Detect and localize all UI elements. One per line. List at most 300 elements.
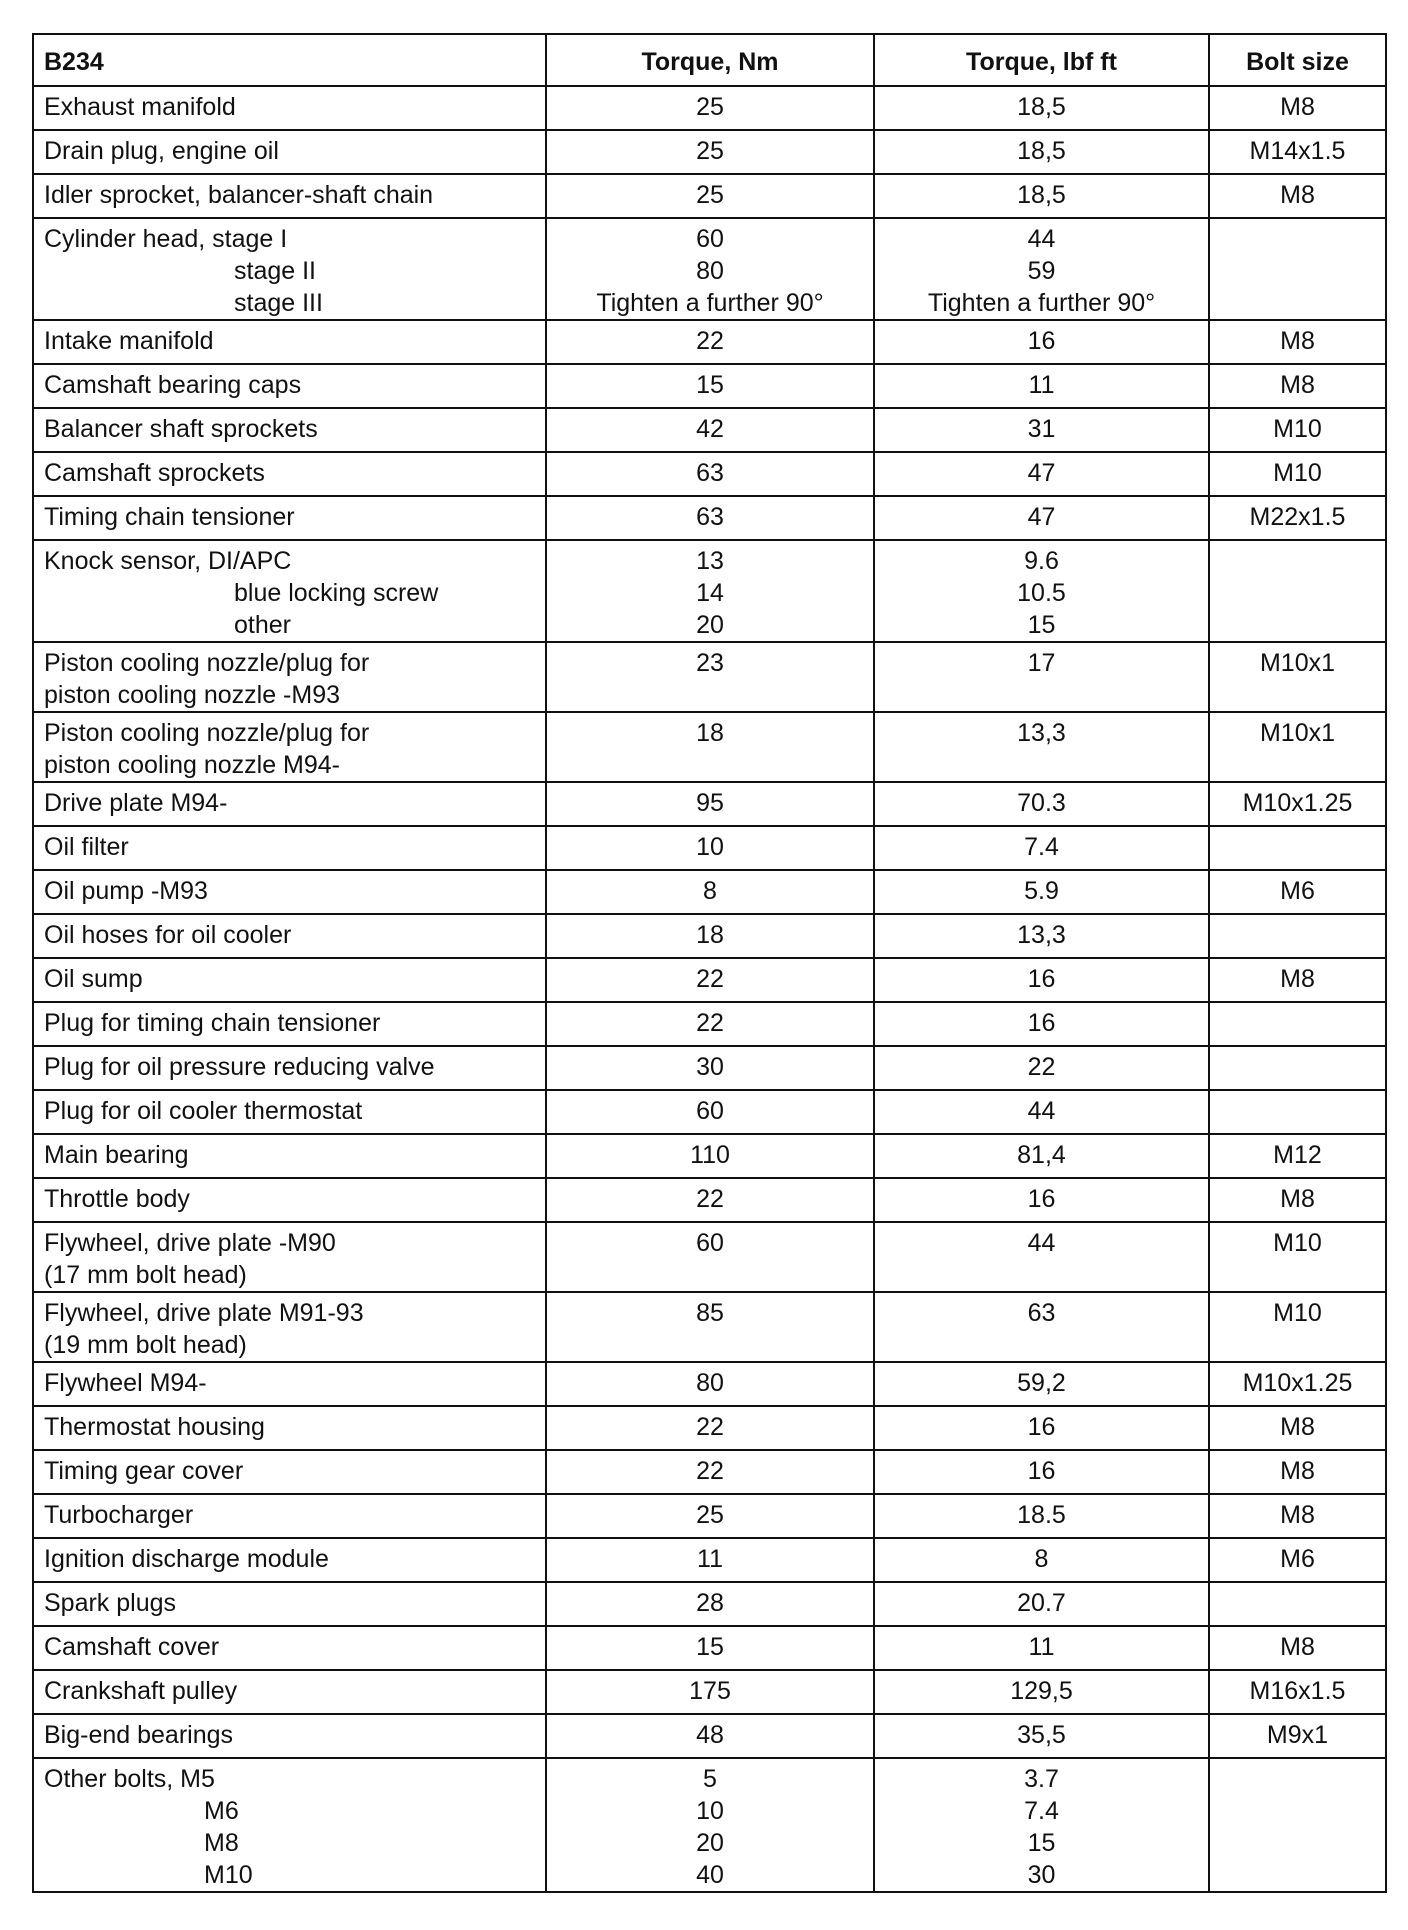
row-item-line: Camshaft cover <box>44 1633 220 1661</box>
row-item-line: Other bolts, M5 <box>44 1765 215 1793</box>
row-item-line: Oil hoses for oil cooler <box>44 921 292 949</box>
row-torque-nm-line: 22 <box>696 1457 724 1485</box>
row-torque-nm-line: 22 <box>696 965 724 993</box>
row-torque-lbf-ft <box>874 958 1209 1002</box>
row-torque-nm <box>546 958 874 1002</box>
row-torque-lbf-ft <box>874 1406 1209 1450</box>
row-bolt-size-line: M9x1 <box>1266 1721 1329 1749</box>
row-torque-nm <box>546 1714 874 1758</box>
row-item-line: stage III <box>234 289 323 317</box>
row-torque-nm-line: 20 <box>696 1829 724 1857</box>
header-engine-code: B234 <box>33 34 546 86</box>
torque-specification-table <box>32 33 1387 1893</box>
row-bolt-size <box>1209 452 1386 496</box>
table-row <box>33 1450 1386 1494</box>
row-bolt-size <box>1209 1222 1386 1292</box>
table-row <box>33 86 1386 130</box>
row-torque-nm-line: 13 <box>696 547 724 575</box>
row-torque-nm <box>546 782 874 826</box>
row-item <box>33 1090 546 1134</box>
row-bolt-size <box>1209 1002 1386 1046</box>
row-torque-lbf-ft-line: 5.9 <box>1024 877 1059 905</box>
row-item-line: Piston cooling nozzle/plug for <box>44 649 370 677</box>
row-torque-lbf-ft <box>874 218 1209 320</box>
row-torque-nm <box>546 174 874 218</box>
row-item-line: Turbocharger <box>44 1501 194 1529</box>
row-item-line: blue locking screw <box>234 579 439 607</box>
row-torque-nm-line: 23 <box>696 649 724 677</box>
row-torque-nm-line: 8 <box>703 877 717 905</box>
row-torque-nm-line: 22 <box>696 1009 724 1037</box>
row-torque-nm-line: 60 <box>696 225 724 253</box>
row-torque-lbf-ft-line: 35,5 <box>1017 1721 1066 1749</box>
row-bolt-size <box>1209 642 1386 712</box>
row-torque-lbf-ft-line: 16 <box>1027 1009 1056 1037</box>
row-torque-nm-line: 22 <box>696 1413 724 1441</box>
row-item-line: Knock sensor, DI/APC <box>44 547 292 575</box>
table-row <box>33 174 1386 218</box>
row-item <box>33 1714 546 1758</box>
row-bolt-size-line: M8 <box>1280 965 1315 993</box>
row-item <box>33 496 546 540</box>
table-row <box>33 1538 1386 1582</box>
row-torque-lbf-ft <box>874 914 1209 958</box>
row-item-line: piston cooling nozzle M94- <box>44 751 340 779</box>
row-item-line: M10 <box>204 1861 253 1889</box>
row-bolt-size <box>1209 1090 1386 1134</box>
row-torque-lbf-ft-line: 3.7 <box>1024 1765 1059 1793</box>
row-torque-lbf-ft <box>874 782 1209 826</box>
row-torque-nm-line: 63 <box>696 503 724 531</box>
row-torque-nm <box>546 1582 874 1626</box>
row-item <box>33 1134 546 1178</box>
row-torque-nm-line: 15 <box>696 1633 724 1661</box>
row-torque-nm <box>546 130 874 174</box>
row-torque-nm-line: 85 <box>696 1299 724 1327</box>
row-torque-nm <box>546 1362 874 1406</box>
row-bolt-size-line: M10x1.25 <box>1242 1369 1353 1397</box>
table-row <box>33 218 1386 320</box>
row-item <box>33 712 546 782</box>
row-item <box>33 364 546 408</box>
row-torque-lbf-ft-line: 30 <box>1027 1861 1056 1889</box>
row-bolt-size <box>1209 1758 1386 1892</box>
row-torque-nm <box>546 1758 874 1892</box>
row-torque-lbf-ft <box>874 1002 1209 1046</box>
row-torque-nm <box>546 1292 874 1362</box>
row-torque-lbf-ft-line: 81,4 <box>1017 1141 1066 1169</box>
row-torque-lbf-ft-line: 16 <box>1027 1413 1056 1441</box>
row-bolt-size-line: M10x1.25 <box>1242 789 1353 817</box>
row-bolt-size <box>1209 320 1386 364</box>
table-row <box>33 1406 1386 1450</box>
row-torque-lbf-ft-line: 18,5 <box>1017 137 1066 165</box>
row-torque-lbf-ft-line: 44 <box>1027 1097 1056 1125</box>
row-bolt-size-line: M22x1.5 <box>1249 503 1346 531</box>
row-item <box>33 782 546 826</box>
table-header-row <box>33 34 1386 86</box>
row-torque-lbf-ft-line: 59,2 <box>1017 1369 1066 1397</box>
row-torque-nm-line: 110 <box>690 1141 730 1169</box>
table-row <box>33 870 1386 914</box>
row-torque-nm-line: 25 <box>696 1501 724 1529</box>
row-bolt-size <box>1209 1538 1386 1582</box>
row-torque-lbf-ft-line: 63 <box>1027 1299 1056 1327</box>
row-item-line: Timing chain tensioner <box>44 503 295 531</box>
row-torque-lbf-ft <box>874 540 1209 642</box>
row-torque-lbf-ft-line: 31 <box>1027 415 1056 443</box>
row-torque-lbf-ft <box>874 712 1209 782</box>
row-torque-lbf-ft <box>874 320 1209 364</box>
row-item-line: Balancer shaft sprockets <box>44 415 318 443</box>
row-item <box>33 1538 546 1582</box>
header-torque-lbf-ft: Torque, lbf ft <box>874 34 1209 86</box>
row-bolt-size-line: M10x1 <box>1259 649 1336 677</box>
row-bolt-size <box>1209 408 1386 452</box>
row-torque-lbf-ft <box>874 1758 1209 1892</box>
row-torque-nm <box>546 914 874 958</box>
row-item-line: other <box>234 611 291 639</box>
table-row <box>33 1626 1386 1670</box>
row-torque-nm-line: 28 <box>696 1589 724 1617</box>
row-torque-nm <box>546 1670 874 1714</box>
row-item <box>33 1758 546 1892</box>
row-torque-nm <box>546 320 874 364</box>
row-torque-nm-line: 80 <box>696 1369 724 1397</box>
row-torque-nm-line: 25 <box>696 137 724 165</box>
row-item <box>33 958 546 1002</box>
row-torque-lbf-ft <box>874 1494 1209 1538</box>
row-torque-lbf-ft-line: 47 <box>1027 459 1056 487</box>
row-torque-lbf-ft-line: 16 <box>1027 965 1056 993</box>
row-item <box>33 218 546 320</box>
row-torque-nm <box>546 1178 874 1222</box>
row-bolt-size <box>1209 1494 1386 1538</box>
row-bolt-size <box>1209 712 1386 782</box>
row-item-line: M6 <box>204 1797 239 1825</box>
row-item <box>33 1178 546 1222</box>
row-item <box>33 1406 546 1450</box>
row-torque-lbf-ft-line: 8 <box>1034 1545 1049 1573</box>
row-item-line: Plug for oil pressure reducing valve <box>44 1053 435 1081</box>
row-torque-nm <box>546 1002 874 1046</box>
row-bolt-size <box>1209 1582 1386 1626</box>
row-torque-lbf-ft-line: 44 <box>1027 225 1056 253</box>
row-item-line: Plug for timing chain tensioner <box>44 1009 381 1037</box>
row-bolt-size-line: M8 <box>1280 1185 1315 1213</box>
row-torque-nm <box>546 1134 874 1178</box>
row-torque-nm-line: 10 <box>696 833 724 861</box>
row-torque-lbf-ft <box>874 86 1209 130</box>
row-item <box>33 130 546 174</box>
row-torque-lbf-ft <box>874 1222 1209 1292</box>
row-torque-nm-line: 60 <box>696 1229 724 1257</box>
row-torque-lbf-ft-line: 47 <box>1027 503 1056 531</box>
row-torque-lbf-ft <box>874 364 1209 408</box>
row-item <box>33 86 546 130</box>
row-torque-lbf-ft <box>874 1538 1209 1582</box>
row-bolt-size <box>1209 1178 1386 1222</box>
row-item <box>33 642 546 712</box>
row-torque-nm <box>546 1626 874 1670</box>
table-row <box>33 1670 1386 1714</box>
row-torque-nm-line: 14 <box>696 579 724 607</box>
table-row <box>33 364 1386 408</box>
row-torque-nm <box>546 870 874 914</box>
row-torque-lbf-ft-line: Tighten a further 90° <box>927 289 1156 317</box>
row-bolt-size-line: M16x1.5 <box>1249 1677 1346 1705</box>
row-item-line: Cylinder head, stage I <box>44 225 288 253</box>
row-bolt-size <box>1209 914 1386 958</box>
row-bolt-size-line: M10 <box>1273 415 1322 443</box>
row-item-line: Camshaft sprockets <box>44 459 265 487</box>
row-item-line: Plug for oil cooler thermostat <box>44 1097 363 1125</box>
row-torque-lbf-ft-line: 15 <box>1027 1829 1056 1857</box>
row-item-line: Crankshaft pulley <box>44 1677 238 1705</box>
row-torque-lbf-ft-line: 129,5 <box>1010 1677 1073 1705</box>
row-item-line: Spark plugs <box>44 1589 177 1617</box>
row-item <box>33 1002 546 1046</box>
row-torque-lbf-ft <box>874 174 1209 218</box>
row-item-line: M8 <box>204 1829 239 1857</box>
row-torque-nm-line: 95 <box>696 789 724 817</box>
table-row <box>33 130 1386 174</box>
row-torque-nm-line: Tighten a further 90° <box>596 289 824 317</box>
table-row <box>33 1494 1386 1538</box>
row-bolt-size <box>1209 1406 1386 1450</box>
row-torque-nm-line: 25 <box>696 93 724 121</box>
row-item <box>33 1450 546 1494</box>
row-torque-lbf-ft <box>874 1292 1209 1362</box>
row-torque-nm-line: 18 <box>696 921 724 949</box>
row-torque-lbf-ft-line: 7.4 <box>1024 833 1059 861</box>
table-row <box>33 712 1386 782</box>
row-item-line: Timing gear cover <box>44 1457 244 1485</box>
row-bolt-size-line: M14x1.5 <box>1249 137 1346 165</box>
table-row <box>33 1134 1386 1178</box>
row-torque-lbf-ft-line: 17 <box>1027 649 1056 677</box>
row-item-line: Drive plate M94- <box>44 789 228 817</box>
row-torque-lbf-ft <box>874 496 1209 540</box>
table-row <box>33 1090 1386 1134</box>
row-bolt-size-line: M12 <box>1273 1141 1322 1169</box>
row-torque-nm <box>546 452 874 496</box>
row-item <box>33 452 546 496</box>
row-torque-nm <box>546 1222 874 1292</box>
row-bolt-size <box>1209 1292 1386 1362</box>
row-bolt-size <box>1209 364 1386 408</box>
row-torque-nm-line: 10 <box>696 1797 724 1825</box>
table-row <box>33 1582 1386 1626</box>
row-torque-lbf-ft-line: 13,3 <box>1017 921 1066 949</box>
row-item-line: Oil sump <box>44 965 143 993</box>
row-bolt-size-line: M8 <box>1280 93 1315 121</box>
row-bolt-size <box>1209 86 1386 130</box>
row-bolt-size <box>1209 870 1386 914</box>
table-row <box>33 320 1386 364</box>
row-torque-lbf-ft-line: 15 <box>1027 611 1056 639</box>
row-bolt-size-line: M10x1 <box>1259 719 1336 747</box>
row-torque-lbf-ft <box>874 642 1209 712</box>
row-item <box>33 1494 546 1538</box>
row-item <box>33 1670 546 1714</box>
row-torque-nm-line: 30 <box>696 1053 724 1081</box>
table-row <box>33 1178 1386 1222</box>
row-torque-nm-line: 63 <box>696 459 724 487</box>
row-torque-lbf-ft-line: 16 <box>1027 1185 1056 1213</box>
row-torque-lbf-ft <box>874 1046 1209 1090</box>
row-bolt-size <box>1209 1134 1386 1178</box>
row-torque-lbf-ft-line: 20.7 <box>1017 1589 1066 1617</box>
header-torque-nm: Torque, Nm <box>546 34 874 86</box>
table-row <box>33 1758 1386 1892</box>
table-row <box>33 452 1386 496</box>
row-item-line: Piston cooling nozzle/plug for <box>44 719 370 747</box>
row-item <box>33 1582 546 1626</box>
row-bolt-size-line: M10 <box>1273 1229 1322 1257</box>
row-bolt-size <box>1209 1046 1386 1090</box>
row-item-line: Idler sprocket, balancer-shaft chain <box>44 181 434 209</box>
row-bolt-size <box>1209 130 1386 174</box>
row-item-line: Exhaust manifold <box>44 93 236 121</box>
row-torque-nm-line: 175 <box>689 1677 731 1705</box>
row-torque-lbf-ft-line: 18.5 <box>1017 1501 1066 1529</box>
row-torque-lbf-ft-line: 18,5 <box>1017 181 1066 209</box>
row-torque-lbf-ft <box>874 1362 1209 1406</box>
row-item-line: Drain plug, engine oil <box>44 137 279 165</box>
row-torque-lbf-ft <box>874 1714 1209 1758</box>
row-torque-nm-line: 15 <box>696 371 724 399</box>
row-bolt-size-line: M10 <box>1273 1299 1322 1327</box>
row-torque-lbf-ft-line: 10.5 <box>1017 579 1066 607</box>
row-torque-nm <box>546 408 874 452</box>
row-item-line: Flywheel, drive plate -M90 <box>44 1229 336 1257</box>
row-torque-nm-line: 18 <box>696 719 724 747</box>
row-torque-nm-line: 48 <box>696 1721 724 1749</box>
row-item <box>33 540 546 642</box>
row-torque-lbf-ft-line: 11 <box>1028 371 1055 399</box>
table-row <box>33 826 1386 870</box>
row-torque-nm <box>546 1494 874 1538</box>
row-item <box>33 1626 546 1670</box>
row-torque-nm-line: 60 <box>696 1097 724 1125</box>
row-torque-nm-line: 22 <box>696 327 724 355</box>
row-bolt-size-line: M8 <box>1280 371 1315 399</box>
row-item <box>33 174 546 218</box>
row-torque-lbf-ft <box>874 826 1209 870</box>
row-torque-lbf-ft <box>874 870 1209 914</box>
row-item <box>33 1046 546 1090</box>
row-torque-lbf-ft-line: 13,3 <box>1017 719 1066 747</box>
row-torque-lbf-ft-line: 22 <box>1027 1053 1056 1081</box>
row-torque-nm-line: 42 <box>696 415 724 443</box>
row-bolt-size-line: M8 <box>1280 181 1315 209</box>
row-torque-lbf-ft-line: 16 <box>1027 327 1056 355</box>
table-row <box>33 1222 1386 1292</box>
row-torque-nm <box>546 1406 874 1450</box>
row-item-line: (19 mm bolt head) <box>44 1331 247 1359</box>
table-row <box>33 914 1386 958</box>
row-torque-nm-line: 22 <box>696 1185 724 1213</box>
row-torque-nm <box>546 218 874 320</box>
row-bolt-size <box>1209 174 1386 218</box>
row-item-line: piston cooling nozzle -M93 <box>44 681 340 709</box>
row-torque-nm <box>546 1046 874 1090</box>
row-bolt-size <box>1209 1626 1386 1670</box>
row-torque-nm <box>546 540 874 642</box>
row-torque-lbf-ft <box>874 1450 1209 1494</box>
row-torque-lbf-ft <box>874 1670 1209 1714</box>
row-torque-lbf-ft-line: 18,5 <box>1017 93 1066 121</box>
row-bolt-size <box>1209 826 1386 870</box>
row-torque-lbf-ft-line: 16 <box>1027 1457 1056 1485</box>
row-item-line: Ignition discharge module <box>44 1545 329 1573</box>
row-torque-nm-line: 80 <box>696 257 724 285</box>
row-torque-nm <box>546 826 874 870</box>
row-bolt-size <box>1209 1670 1386 1714</box>
header-bolt-size: Bolt size <box>1209 34 1386 86</box>
row-item <box>33 1292 546 1362</box>
row-bolt-size <box>1209 1714 1386 1758</box>
row-torque-lbf-ft <box>874 1090 1209 1134</box>
table-row <box>33 408 1386 452</box>
row-bolt-size-line: M6 <box>1280 877 1315 905</box>
row-bolt-size-line: M8 <box>1280 1457 1315 1485</box>
row-item <box>33 826 546 870</box>
row-item-line: Main bearing <box>44 1141 189 1169</box>
row-torque-lbf-ft-line: 11 <box>1028 1633 1055 1661</box>
row-item-line: Oil pump -M93 <box>44 877 208 905</box>
row-item <box>33 1362 546 1406</box>
row-torque-nm <box>546 1538 874 1582</box>
row-torque-nm <box>546 364 874 408</box>
row-item <box>33 408 546 452</box>
row-bolt-size-line: M8 <box>1280 1413 1315 1441</box>
row-torque-lbf-ft <box>874 130 1209 174</box>
row-item-line: Flywheel M94- <box>44 1369 207 1397</box>
table-row <box>33 1046 1386 1090</box>
row-torque-lbf-ft <box>874 452 1209 496</box>
row-bolt-size <box>1209 1362 1386 1406</box>
row-torque-nm-line: 40 <box>696 1861 724 1889</box>
row-bolt-size-line: M8 <box>1280 1501 1315 1529</box>
row-bolt-size-line: M10 <box>1273 459 1322 487</box>
row-item-line: stage II <box>234 257 316 285</box>
row-item <box>33 1222 546 1292</box>
row-torque-lbf-ft-line: 44 <box>1027 1229 1056 1257</box>
row-torque-lbf-ft-line: 59 <box>1027 257 1056 285</box>
table-row <box>33 1292 1386 1362</box>
table-row <box>33 1362 1386 1406</box>
row-bolt-size-line: M8 <box>1280 327 1315 355</box>
row-torque-lbf-ft <box>874 1178 1209 1222</box>
row-item-line: Throttle body <box>44 1185 190 1213</box>
row-bolt-size <box>1209 1450 1386 1494</box>
row-torque-lbf-ft <box>874 1134 1209 1178</box>
row-torque-lbf-ft <box>874 408 1209 452</box>
row-item <box>33 914 546 958</box>
row-bolt-size <box>1209 496 1386 540</box>
row-torque-nm-line: 11 <box>697 1545 723 1573</box>
row-item-line: Camshaft bearing caps <box>44 371 302 399</box>
row-torque-lbf-ft <box>874 1582 1209 1626</box>
row-bolt-size-line: M6 <box>1280 1545 1315 1573</box>
row-torque-lbf-ft <box>874 1626 1209 1670</box>
table-row <box>33 496 1386 540</box>
row-bolt-size <box>1209 782 1386 826</box>
row-torque-nm <box>546 642 874 712</box>
table-body <box>33 86 1386 1892</box>
